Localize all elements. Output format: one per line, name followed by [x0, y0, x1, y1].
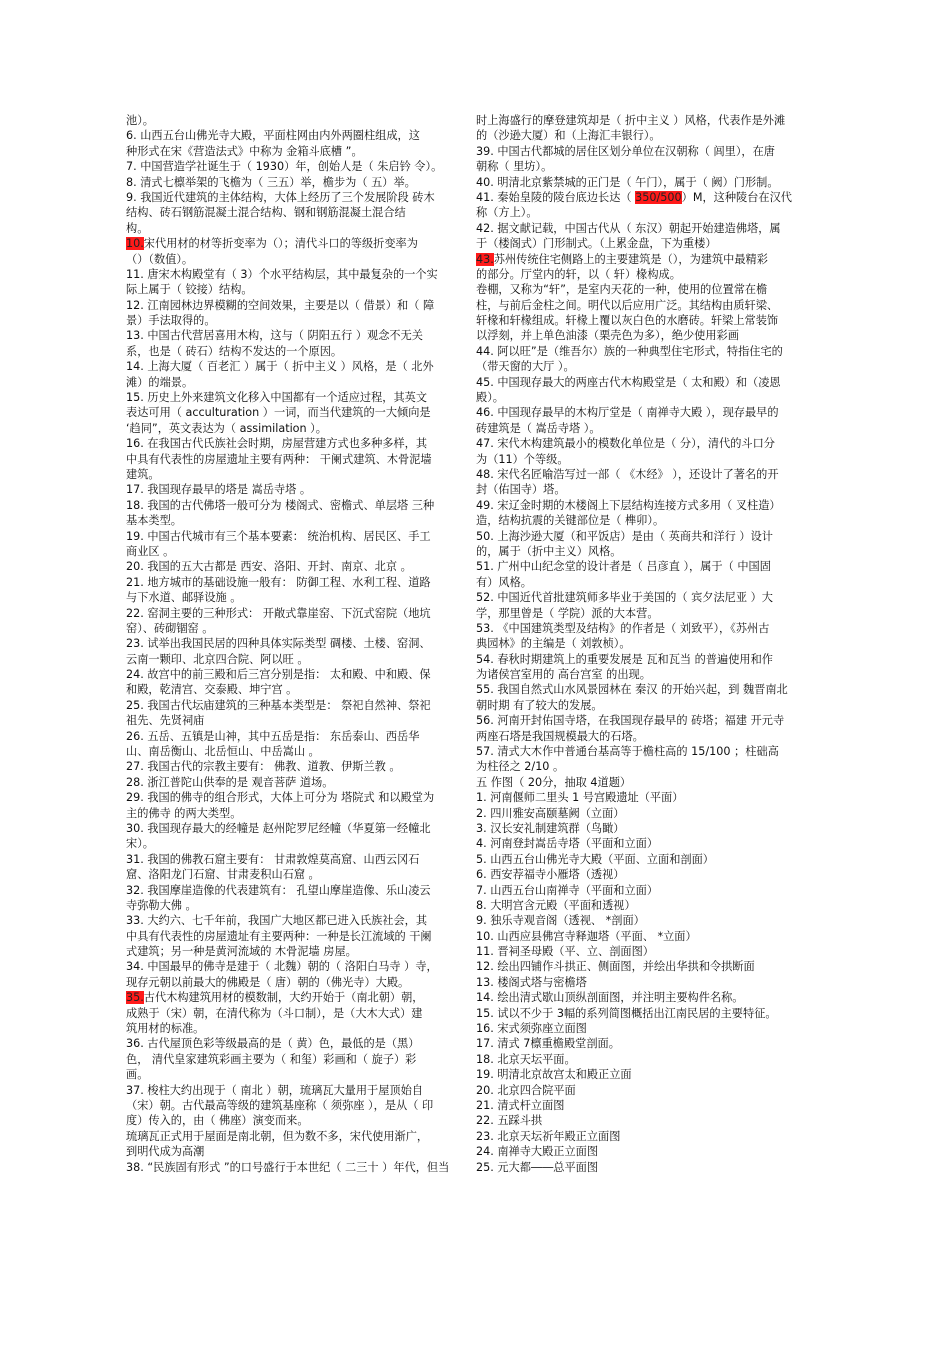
right-text-line: 4. 河南登封嵩岳寺塔（平面和立面）: [476, 837, 659, 851]
highlight-mark: 35.: [126, 991, 144, 1005]
left-text-line: 25. 我国古代坛庙建筑的三种基本类型是： 祭祀自然神、祭祀: [126, 698, 431, 712]
left-text-line: 15. 历史上外来建筑文化移入中国都有一个适应过程，其英文: [126, 391, 428, 405]
right-text-line: 两座石塔是我国规模最大的石塔。: [476, 729, 644, 743]
left-text-line: 商业区 。: [126, 544, 175, 558]
left-text-line: 池）。: [126, 114, 154, 127]
right-column: [476, 113, 822, 1175]
right-text-line: 封（佑国寺）塔。: [476, 483, 566, 497]
right-text-line: 五 作图（ 20分，抽取 4道题）: [476, 775, 632, 789]
left-text-line: 20. 我国的五大古都是 西安、洛阳、开封、南京、北京 。: [126, 560, 412, 574]
left-text-line: 28. 浙江普陀山供奉的是 观音菩萨 道场。: [126, 775, 334, 789]
right-text-line: 于（楼阁式）门形制式。（上累金盘，下为重楼）: [476, 237, 717, 251]
right-text-line: 39. 中国古代都城的居住区划分单位在汉朝称（ 闾里），在唐: [476, 144, 775, 158]
right-text-line: 51. 广州中山纪念堂的设计者是（ 吕彦直 ），属于（ 中国固: [476, 560, 771, 574]
left-text-line: （）（数值）。: [126, 252, 194, 266]
left-text-line: ‘趋同”，英文表达为（ assimilation ）。: [126, 421, 327, 435]
left-text-line: 32. 我国摩崖造像的代表建筑有： 孔望山摩崖造像、乐山凌云: [126, 883, 431, 897]
right-text-line: 学，那里曾是（ 学院）派的大本营。: [476, 606, 659, 620]
left-text-line: 与下水道、邮驿设施 。: [126, 591, 242, 605]
right-text-line: 41. 秦始皇陵的陵台底边长达（ 350/500）M，这种陵台在汉代: [476, 190, 792, 204]
highlight-mark: 43.: [476, 252, 494, 266]
right-text-line: 3. 汉长安礼制建筑群（鸟瞰）: [476, 821, 625, 835]
right-text-line: 55. 我国自然式山水风景园林在 秦汉 的开始兴起，到 魏晋南北: [476, 683, 788, 697]
left-text-line: 27. 我国古代的宗教主要有： 佛教、道教、伊斯兰教 。: [126, 760, 401, 774]
left-text-line: 式建筑；另一种是黄河流域的 木骨泥墙 房屋。: [126, 945, 357, 959]
left-text-line: 和殿，乾清宫、交泰殿、坤宁宫 。: [126, 683, 298, 697]
right-text-line: 40. 明清北京紫禁城的正门是（ 午门），属于（ 阙）门形制。: [476, 175, 779, 189]
left-text-line: 34. 中国最早的佛寺是建于（ 北魏）朝的（ 洛阳白马寺 ）寺，: [126, 960, 438, 974]
left-text-line: 基本类型。: [126, 514, 182, 528]
right-text-line: 25. 元大都――总平面图: [476, 1160, 599, 1174]
right-text-line: 为（11）个等级。: [476, 452, 569, 466]
left-text-line: 祖先、先贤祠庙: [126, 714, 205, 728]
left-text-line: 22. 窑洞主要的三种形式： 开敞式靠崖窑、下沉式窑院（地坑: [126, 606, 431, 620]
right-text-line: 23. 北京天坛祈年殿正立面图: [476, 1129, 621, 1143]
left-text-line: 窑）、砖砌锢窑 。: [126, 621, 214, 635]
left-text-line: 色， 清代皇家建筑彩画主要为（ 和玺）彩画和（ 旋子）彩: [126, 1052, 417, 1066]
right-text-line: 殿）。: [476, 391, 504, 405]
right-text-line: 6. 西安荐福寺小雁塔（透视）: [476, 868, 625, 882]
left-text-line: 8. 清式七檩举架的飞檐为（ 三五）举，檐步为（ 五）举。: [126, 175, 416, 189]
right-text-line: 49. 宋辽金时期的木楼阁上下层结构连接方式多用（ 叉柱造）: [476, 498, 781, 512]
left-text-line: 宋）。: [126, 837, 154, 851]
right-text-line: 5. 山西五台山佛光寺大殿（平面、立面和剖面）: [476, 852, 714, 866]
right-text-line: 12. 绘出四铺作斗拱正、侧面图，并绘出华拱和令拱断面: [476, 960, 755, 974]
left-text-line: 中具有代表性的房屋遗址有主要两种：一种是长江流域的 干阑: [126, 929, 432, 943]
left-text-line: 29. 我国的佛寺的组合形式，大体上可分为 塔院式 和以殿堂为: [126, 791, 435, 805]
right-text-line: 44. 阿以旺”是（维吾尔）族的一种典型住宅形式，特指住宅的: [476, 344, 783, 358]
right-text-line: 56. 河南开封佑国寺塔，在我国现存最早的 砖塔；福建 开元寺: [476, 714, 785, 728]
left-text-line: 到明代成为高潮: [126, 1145, 205, 1159]
right-text-line: 的，属于（折中主义）风格。: [476, 544, 622, 558]
left-text-line: 6. 山西五台山佛光寺大殿，平面柱网由内外两圈柱组成，这: [126, 129, 420, 143]
right-text-line: 称（方上）。: [476, 206, 538, 220]
left-text-line: 18. 我国的古代佛塔一般可分为 楼阁式、密檐式、单层塔 三种: [126, 498, 435, 512]
right-text-line: 54. 春秋时期建筑上的重要发展是 瓦和瓦当 的普遍使用和作: [476, 652, 773, 666]
right-text-line: 20. 北京四合院平面: [476, 1083, 576, 1097]
left-text-line: 景）手法取得的。: [126, 314, 216, 328]
left-text-line: 17. 我国现存最早的塔是 嵩岳寺塔 。: [126, 483, 312, 497]
left-text-line: 13. 中国古代营居喜用木构，这与（ 阴阳五行 ）观念不无关: [126, 329, 423, 343]
left-text-line: 主的佛寺 的两大类型。: [126, 806, 242, 820]
left-text-line: 滩）的端景。: [126, 375, 194, 389]
left-text-line: 度）传入的，由（ 佛座）演变而来。: [126, 1114, 309, 1128]
right-text-line: 造，结构抗震的关键部位是（ 榫卯）。: [476, 514, 665, 528]
right-text-line: 的（沙逊大厦）和（上海汇丰银行）。: [476, 129, 661, 143]
left-text-line: 10.宋代用材的材等折变率为（）；清代斗口的等级折变率为: [126, 237, 418, 251]
right-text-line: 柱，与前后金柱之间。明代以后应用广泛。其结构由质轩梁、: [476, 298, 779, 312]
left-text-line: 筑用材的标准。: [126, 1022, 205, 1036]
right-text-line: 卷棚，又称为“轩”，是室内天花的一种，使用的位置常在檐: [476, 283, 768, 297]
right-text-line: 朝时期 有了较大的发展。: [476, 698, 603, 712]
left-text-line: 画。: [126, 1068, 149, 1082]
left-text-line: 19. 中国古代城市有三个基本要素： 统治机构、居民区、手工: [126, 529, 431, 543]
right-text-line: （带天窗的大厅 ）。: [476, 360, 575, 374]
right-text-line: 轩椽和轩椽组成。轩椽上覆以灰白色的水磨砖。轩梁上常装饰: [476, 314, 779, 328]
left-text-line: （宋）朝。古代最高等级的建筑基座称（ 须弥座 ），是从（ 印: [126, 1099, 434, 1112]
left-text-line: 14. 上海大厦（ 百老汇 ）属于（ 折中主义 ）风格，是（ 北外: [126, 360, 434, 374]
right-text-line: 45. 中国现存最大的两座古代木构殿堂是（ 太和殿）和（凌恩: [476, 375, 781, 389]
right-text-line: 为诸侯宫室用的 高台宫室 的出现。: [476, 668, 651, 682]
left-text-line: 9. 我国近代建筑的主体结构，大体上经历了三个发展阶段 砖木: [126, 190, 435, 204]
left-text-line: 38. “民族固有形式 ”的口号盛行于本世纪（ 二三十 ）年代，但当: [126, 1160, 450, 1174]
left-text-line: 33. 大约六、七千年前，我国广大地区都已进入氏族社会，其: [126, 914, 428, 928]
right-text-line: 14. 绘出清式歇山顶纵剖面图，并注明主要构件名称。: [476, 991, 744, 1005]
left-text-line: 山、南岳衡山、北岳恒山、中岳嵩山 。: [126, 745, 320, 759]
left-column: [126, 113, 476, 1175]
highlight-mark: 10.: [126, 237, 144, 251]
right-text-line: 48. 宋代名匠喻浩写过一部（ 《木经》 ），还设计了著名的开: [476, 467, 779, 481]
right-text-line: 21. 清式杆立面图: [476, 1099, 565, 1112]
highlight-mark: 350/500: [635, 190, 682, 204]
right-text-line: 53. 《中国建筑类型及结构》的作者是（ 刘致平），《苏州古: [476, 621, 770, 635]
right-text-line: 15. 试以不少于 3幅的系列简图概括出江南民居的主要特征。: [476, 1006, 777, 1020]
right-text-line: 7. 山西五台山南禅寺（平面和立面）: [476, 883, 659, 897]
left-text-line: 种形式在宋《营造法式》中称为 金箱斗底槽 ”。: [126, 144, 363, 158]
left-text-line: 7. 中国营造学社诞生于（ 1930）年，创始人是（ 朱启钤 令）。: [126, 160, 443, 174]
left-text-line: 琉璃瓦正式用于屋面是南北朝，但为数不多，宋代使用渐广，: [126, 1129, 429, 1143]
right-text-line: 22. 五踩斗拱: [476, 1114, 543, 1128]
right-text-line: 8. 大明宫含元殿（平面和透视）: [476, 898, 636, 912]
left-text-line: 11. 唐宋木构殿堂有（ 3）个水平结构层，其中最复杂的一个实: [126, 267, 438, 281]
right-text-line: 2. 四川雅安高颐墓阙（立面）: [476, 806, 625, 820]
right-text-line: 46. 中国现存最早的木构厅堂是（ 南禅寺大殿 ），现存最早的: [476, 406, 779, 420]
right-text-line: 19. 明清北京故宫太和殿正立面: [476, 1068, 632, 1082]
left-text-line: 31. 我国的佛教石窟主要有： 甘肃敦煌莫高窟、山西云冈石: [126, 852, 420, 866]
right-text-line: 13. 楼阁式塔与密檐塔: [476, 975, 587, 989]
right-text-line: 16. 宋式须弥座立面图: [476, 1022, 587, 1036]
right-text-line: 以浮刻，并上单色油漆（栗壳色为多），绝少使用彩画: [476, 329, 739, 343]
left-text-line: 结构、砖石钢筋混凝土混合结构、钢和钢筋混凝土混合结: [126, 206, 406, 220]
left-text-line: 21. 地方城市的基础设施一般有： 防御工程、水利工程、道路: [126, 575, 431, 589]
right-text-line: 为柱径之 2/10 。: [476, 760, 565, 774]
left-text-line: 系，也是（ 砖石）结构不发达的一个原因。: [126, 344, 343, 358]
left-text-line: 云南一颗印、北京四合院、阿以旺 。: [126, 652, 309, 666]
left-text-line: 12. 江南园林边界模糊的空间效果，主要是以（ 借景）和（ 障: [126, 298, 435, 312]
left-text-line: 30. 我国现存最大的经幢是 赵州陀罗尼经幢（华夏第一经幢北: [126, 821, 431, 835]
left-text-line: 36. 古代屋顶色彩等级最高的是（ 黄）色，最低的是（黑）: [126, 1037, 420, 1051]
left-text-line: 23. 试举出我国民居的四种具体实际类型 碉楼、土楼、窑洞、: [126, 637, 431, 651]
right-text-line: 52. 中国近代首批建筑师多毕业于美国的（ 宾夕法尼亚 ）大: [476, 591, 773, 605]
right-text-line: 砖建筑是（ 嵩岳寺塔 ）。: [476, 421, 601, 435]
right-text-line: 50. 上海沙逊大厦（和平饭店）是由（ 英商共和洋行 ）设计: [476, 529, 773, 543]
right-text-line: 朝称（ 里坊）。: [476, 160, 553, 174]
right-text-line: 10. 山西应县佛宫寺释迦塔（平面、 *立面）: [476, 929, 697, 943]
left-text-line: 现存元朝以前最大的佛殿是（ 唐）朝的（佛光寺）大殿。: [126, 975, 410, 989]
right-text-line: 17. 清式 7檩重檐殿堂剖面。: [476, 1037, 620, 1051]
left-text-line: 24. 故宫中的前三殿和后三宫分别是指： 太和殿、中和殿、保: [126, 668, 431, 682]
left-text-line: 窟、洛阳龙门石窟、甘肃麦积山石窟 。: [126, 868, 320, 882]
right-text-line: 典园林》的主编是（ 刘敦桢）。: [476, 637, 631, 651]
left-text-line: 成熟于（宋）朝，在清代称为（斗口制），是（大木大式）建: [126, 1006, 423, 1020]
left-text-line: 建筑。: [126, 467, 160, 481]
left-text-line: 中具有代表性的房屋遗址主要有两种： 干阑式建筑、木骨泥墙: [126, 452, 432, 466]
left-text-line: 35.古代木构建筑用材的模数制，大约开始于（南北朝）朝，: [126, 991, 424, 1005]
left-text-line: 际上属于（ 铰接）结构。: [126, 283, 253, 297]
right-text-line: 时上海盛行的摩登建筑却是（ 折中主义 ）风格，代表作是外滩: [476, 114, 786, 127]
left-text-line: 构。: [126, 221, 149, 235]
right-text-line: 47. 宋代木构建筑最小的模数化单位是（ 分），清代的斗口分: [476, 437, 775, 451]
left-text-line: 16. 在我国古代氏族社会时期，房屋营建方式也多种多样，其: [126, 437, 428, 451]
right-text-line: 9. 独乐寺观音阁（透视、 *剖面）: [476, 914, 645, 928]
right-text-line: 18. 北京天坛平面。: [476, 1052, 576, 1066]
right-text-line: 有）风格。: [476, 575, 532, 589]
left-text-line: 37. 梭柱大约出现于（ 南北 ）朝，琉璃瓦大量用于屋顶始自: [126, 1083, 423, 1097]
left-text-line: 26. 五岳、五镇是山神，其中五岳是指： 东岳泰山、西岳华: [126, 729, 420, 743]
left-text-line: 寺弥勒大佛 。: [126, 898, 197, 912]
right-text-line: 24. 南禅寺大殿正立面图: [476, 1145, 599, 1159]
right-text-line: 11. 晋祠圣母殿（平、立、剖面图）: [476, 945, 654, 959]
right-text-line: 43.苏州传统住宅侧路上的主要建筑是（），为建筑中最精彩: [476, 252, 768, 266]
left-text-line: 表达可用（ acculturation ）一词，而当代建筑的一大倾向是: [126, 406, 431, 420]
right-text-line: 42. 据文献记载，中国古代从（ 东汉）朝起开始建造佛塔，属: [476, 221, 781, 235]
right-text-line: 的部分。厅堂内的轩，以（ 轩）椽构成。: [476, 267, 681, 281]
right-text-line: 1. 河南偃师二里头 1 号宫殿遗址（平面）: [476, 791, 684, 805]
right-text-line: 57. 清式大木作中普通台基高等于檐柱高的 15/100 ；柱础高: [476, 745, 779, 759]
